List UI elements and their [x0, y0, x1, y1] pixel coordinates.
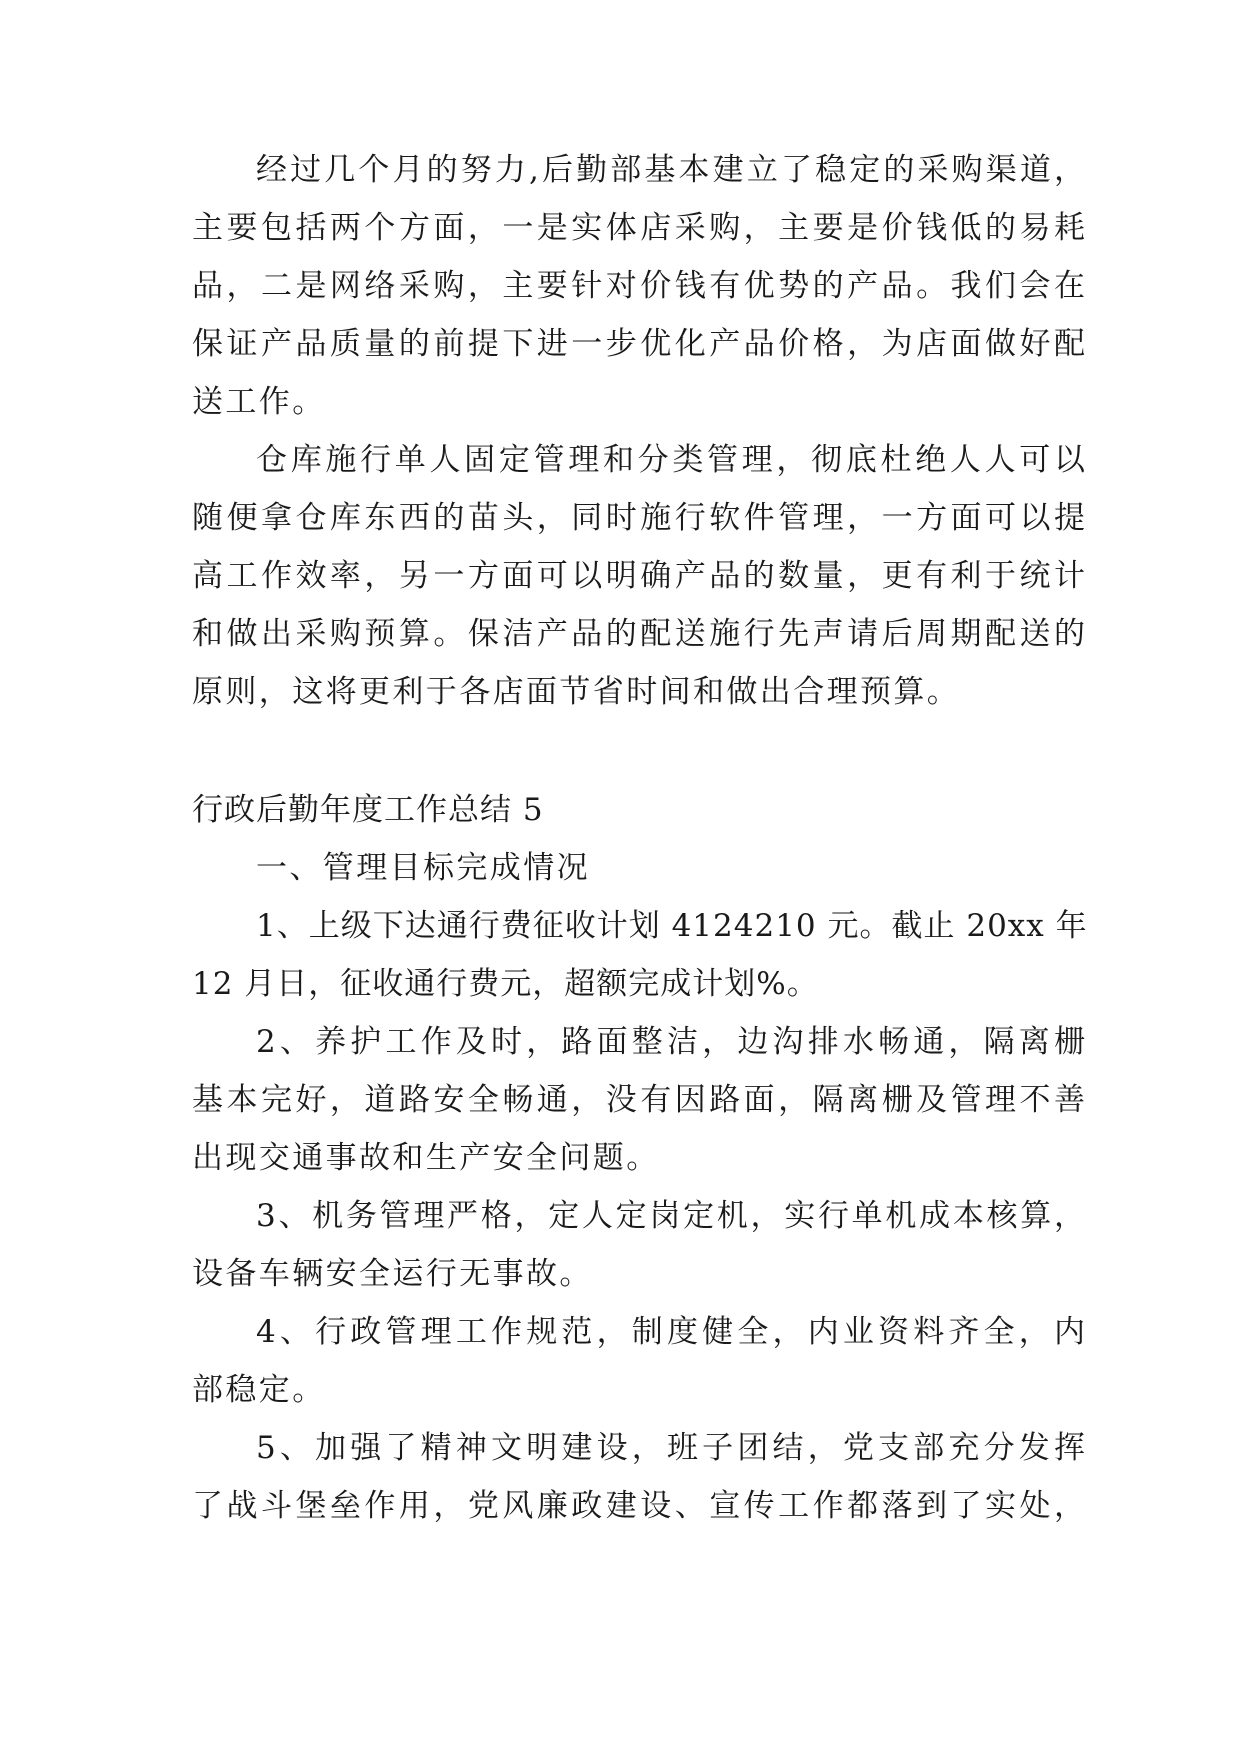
item-1-line-2: 12 月日，征收通行费元，超额完成计划%。 [192, 966, 819, 1002]
item-5-line-1: 5、加强了精神文明建设，班子团结，党支部充分发挥 [256, 1430, 1085, 1466]
item-2-line-3: 出现交通事故和生产安全问题。 [192, 1140, 660, 1176]
item-2-line-1: 2、养护工作及时，路面整洁，边沟排水畅通，隔离栅 [256, 1024, 1085, 1060]
paragraph-warehouse-line-5: 原则，这将更利于各店面节省时间和做出合理预算。 [192, 674, 961, 710]
paragraph-warehouse-line-4: 和做出采购预算。保洁产品的配送施行先声请后周期配送的 [192, 616, 1085, 652]
paragraph-procurement-line-4: 保证产品质量的前提下进一步优化产品价格，为店面做好配 [192, 326, 1085, 362]
paragraph-procurement-line-5: 送工作。 [192, 384, 326, 420]
item-4-line-1: 4、行政管理工作规范，制度健全，内业资料齐全，内 [256, 1314, 1085, 1350]
item-1-line-1: 1、上级下达通行费征收计划 4124210 元。截止 20xx 年 [256, 908, 1088, 944]
paragraph-warehouse-line-3: 高工作效率，另一方面可以明确产品的数量，更有利于统计 [192, 558, 1085, 594]
paragraph-procurement-line-2: 主要包括两个方面，一是实体店采购，主要是价钱低的易耗 [192, 210, 1085, 246]
item-3-line-2: 设备车辆安全运行无事故。 [192, 1256, 593, 1292]
item-3-line-1: 3、机务管理严格，定人定岗定机，实行单机成本核算， [256, 1198, 1085, 1234]
paragraph-warehouse-line-1: 仓库施行单人固定管理和分类管理，彻底杜绝人人可以 [256, 442, 1085, 478]
paragraph-procurement-line-1: 经过几个月的努力,后勤部基本建立了稳定的采购渠道， [256, 152, 1085, 188]
item-5-line-2: 了战斗堡垒作用，党风廉政建设、宣传工作都落到了实处， [192, 1488, 1085, 1524]
item-4-line-2: 部稳定。 [192, 1372, 326, 1408]
item-2-line-2: 基本完好，道路安全畅通，没有因路面，隔离栅及管理不善 [192, 1082, 1085, 1118]
paragraph-procurement-line-3: 品，二是网络采购，主要针对价钱有优势的产品。我们会在 [192, 268, 1085, 304]
paragraph-warehouse-line-2: 随便拿仓库东西的苗头，同时施行软件管理，一方面可以提 [192, 500, 1085, 536]
section-title: 行政后勤年度工作总结 5 [192, 792, 544, 828]
section-heading: 一、管理目标完成情况 [256, 850, 590, 886]
